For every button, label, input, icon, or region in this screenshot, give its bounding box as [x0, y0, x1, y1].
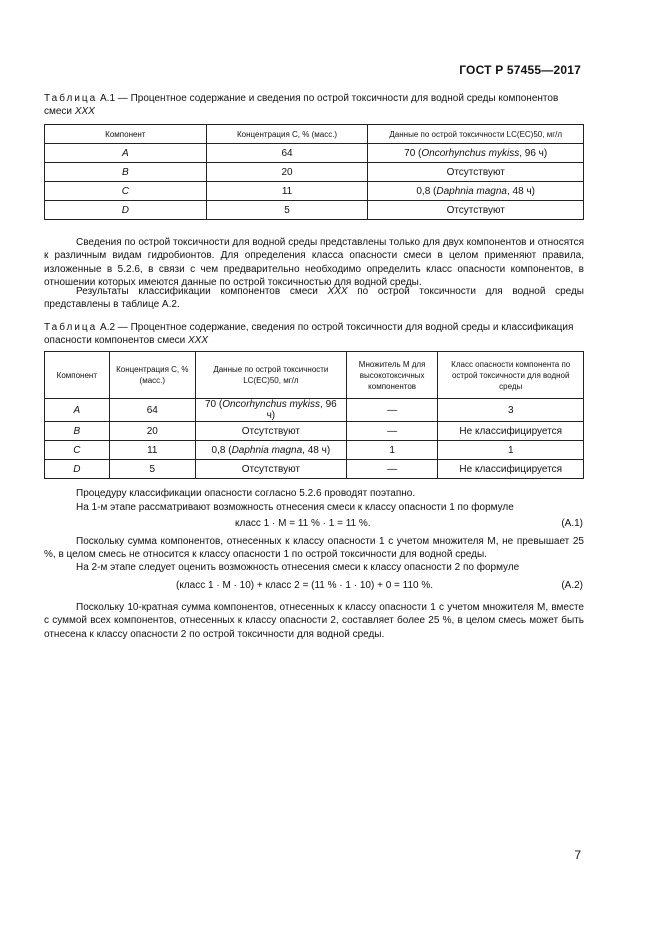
table1-header-cell: Концентрация С, % (масс.): [206, 125, 368, 144]
table-cell-tox: Отсутствуют: [368, 201, 584, 220]
paragraph-4: На 1-м этапе рассматривают возможность отнесения смеси к классу опасности 1 по формуле: [76, 502, 514, 513]
table2-caption-italic: XXX: [188, 335, 209, 346]
table-cell-class: Не классифицируется: [438, 460, 584, 479]
table-cell-conc: 64: [109, 399, 195, 422]
table-row: [45, 163, 584, 182]
table-cell-tox: Отсутствуют: [368, 163, 584, 182]
paragraph-1: Сведения по острой токсичности для водной среды представлены только для двух компонентов и относятся к различным видам гидробионтов. Для определения класса опасности смеси в целом применяют правила, изложенные в 5.2.6, в связи с чем предварительно необходимо определить класс опасности компонентов, в отношении которых имеются данные по острой токсичностью для водной среды.: [44, 237, 584, 289]
table-cell-multiplier: —: [346, 422, 438, 441]
table-row: [45, 182, 584, 201]
table-cell-multiplier: —: [346, 460, 438, 479]
paragraph-6: На 2-м этапе следует оценить возможность отнесения смеси к классу опасности 2 по формуле: [76, 562, 520, 573]
table1-caption-text: А.1 — Процентное содержание и сведения по острой токсичности для водной среды компонентов смеси: [44, 93, 559, 117]
table-cell-multiplier: —: [346, 399, 438, 422]
table2-header-cell: Компонент: [45, 352, 110, 399]
table-cell-conc: 11: [109, 441, 195, 460]
table-cell-class: 3: [438, 399, 584, 422]
table-cell-component: A: [45, 144, 207, 163]
table-row: [45, 399, 584, 422]
table-cell-conc: 20: [109, 422, 195, 441]
table-row: [45, 441, 584, 460]
table2-header-cell: Концентрация С, % (масс.): [109, 352, 195, 399]
table-cell-tox: 70 (Oncorhynchus mykiss, 96 ч): [368, 144, 584, 163]
table-row: [45, 460, 584, 479]
table-row: [45, 422, 584, 441]
table-cell-conc: 5: [109, 460, 195, 479]
table2: [44, 351, 584, 479]
table1-header-row: [45, 125, 584, 144]
table-cell-multiplier: 1: [346, 441, 438, 460]
table1-caption-italic: XXX: [74, 106, 95, 117]
table2-header-row: [45, 352, 584, 399]
equation-number-1: (А.1): [561, 518, 583, 529]
table1-header-cell: Данные по острой токсичности LC(EC)50, мг/л: [368, 125, 584, 144]
table-cell-conc: 11: [206, 182, 368, 201]
table-cell-tox: 70 (Oncorhynchus mykiss, 96 ч): [195, 399, 346, 422]
table1-caption-label: Таблица: [44, 93, 98, 104]
table-cell-component: D: [45, 201, 207, 220]
table-cell-tox: Отсутствуют: [195, 460, 346, 479]
table-cell-component: A: [45, 399, 110, 422]
document-header: ГОСТ Р 57455—2017: [459, 63, 581, 77]
table1-header-cell: Компонент: [45, 125, 207, 144]
table-cell-class: Не классифицируется: [438, 422, 584, 441]
paragraph-5: Поскольку сумма компонентов, отнесенных к классу опасности 1 с учетом множителя M, не превышает 25 %, в целом смесь не относится к классу опасности 1 по острой токсичности для водной среды.: [44, 536, 584, 561]
table-row: [45, 201, 584, 220]
table-cell-class: 1: [438, 441, 584, 460]
table1-caption: [44, 92, 584, 118]
table2-header-cell: Класс опасности компонента по острой токсичности для водной среды: [438, 352, 584, 399]
paragraph-3: Процедуру классификации опасности согласно 5.2.6 проводят поэтапно.: [76, 488, 416, 499]
paragraph-7: Поскольку 10-кратная сумма компонентов, отнесенных к классу опасности 1 с учетом множителя M, вместе с суммой всех компонентов, отнесенных к классу опасности 2, составляет более 25 %, в целом смесь может быть отнесена к классу опасности 2 по острой токсичности для водной среды.: [44, 602, 584, 640]
table-cell-tox: Отсутствуют: [195, 422, 346, 441]
table-row: [45, 144, 584, 163]
table-cell-tox: 0,8 (Daphnia magna, 48 ч): [368, 182, 584, 201]
table-cell-component: C: [45, 182, 207, 201]
table-cell-component: B: [45, 163, 207, 182]
table2-caption: [44, 321, 584, 347]
table2-header-cell: Данные по острой токсичности LC(EC)50, мг/л: [195, 352, 346, 399]
table-cell-conc: 20: [206, 163, 368, 182]
table2-header-cell: Множитель М для высокотоксичных компонентов: [346, 352, 438, 399]
table2-caption-text: А.2 — Процентное содержание, сведения по острой токсичности для водной среды и классификация опасности компонентов смеси: [44, 322, 574, 346]
table-cell-component: B: [45, 422, 110, 441]
equation-number-2: (А.2): [561, 580, 583, 591]
page-number: 7: [574, 848, 581, 862]
table-cell-component: C: [45, 441, 110, 460]
table1: [44, 124, 584, 220]
paragraph-2: Результаты классификации компонентов смеси XXX по острой токсичности для водной среды представлены в таблице А.2.: [44, 286, 584, 311]
table-cell-tox: 0,8 (Daphnia magna, 48 ч): [195, 441, 346, 460]
formula-1: класс 1 · M = 11 % · 1 = 11 %.: [235, 518, 371, 529]
table-cell-conc: 5: [206, 201, 368, 220]
table-cell-component: D: [45, 460, 110, 479]
table-cell-conc: 64: [206, 144, 368, 163]
formula-2: (класс 1 · M · 10) + класс 2 = (11 % · 1 · 10) + 0 = 110 %.: [176, 580, 434, 591]
table2-caption-label: Таблица: [44, 322, 98, 333]
